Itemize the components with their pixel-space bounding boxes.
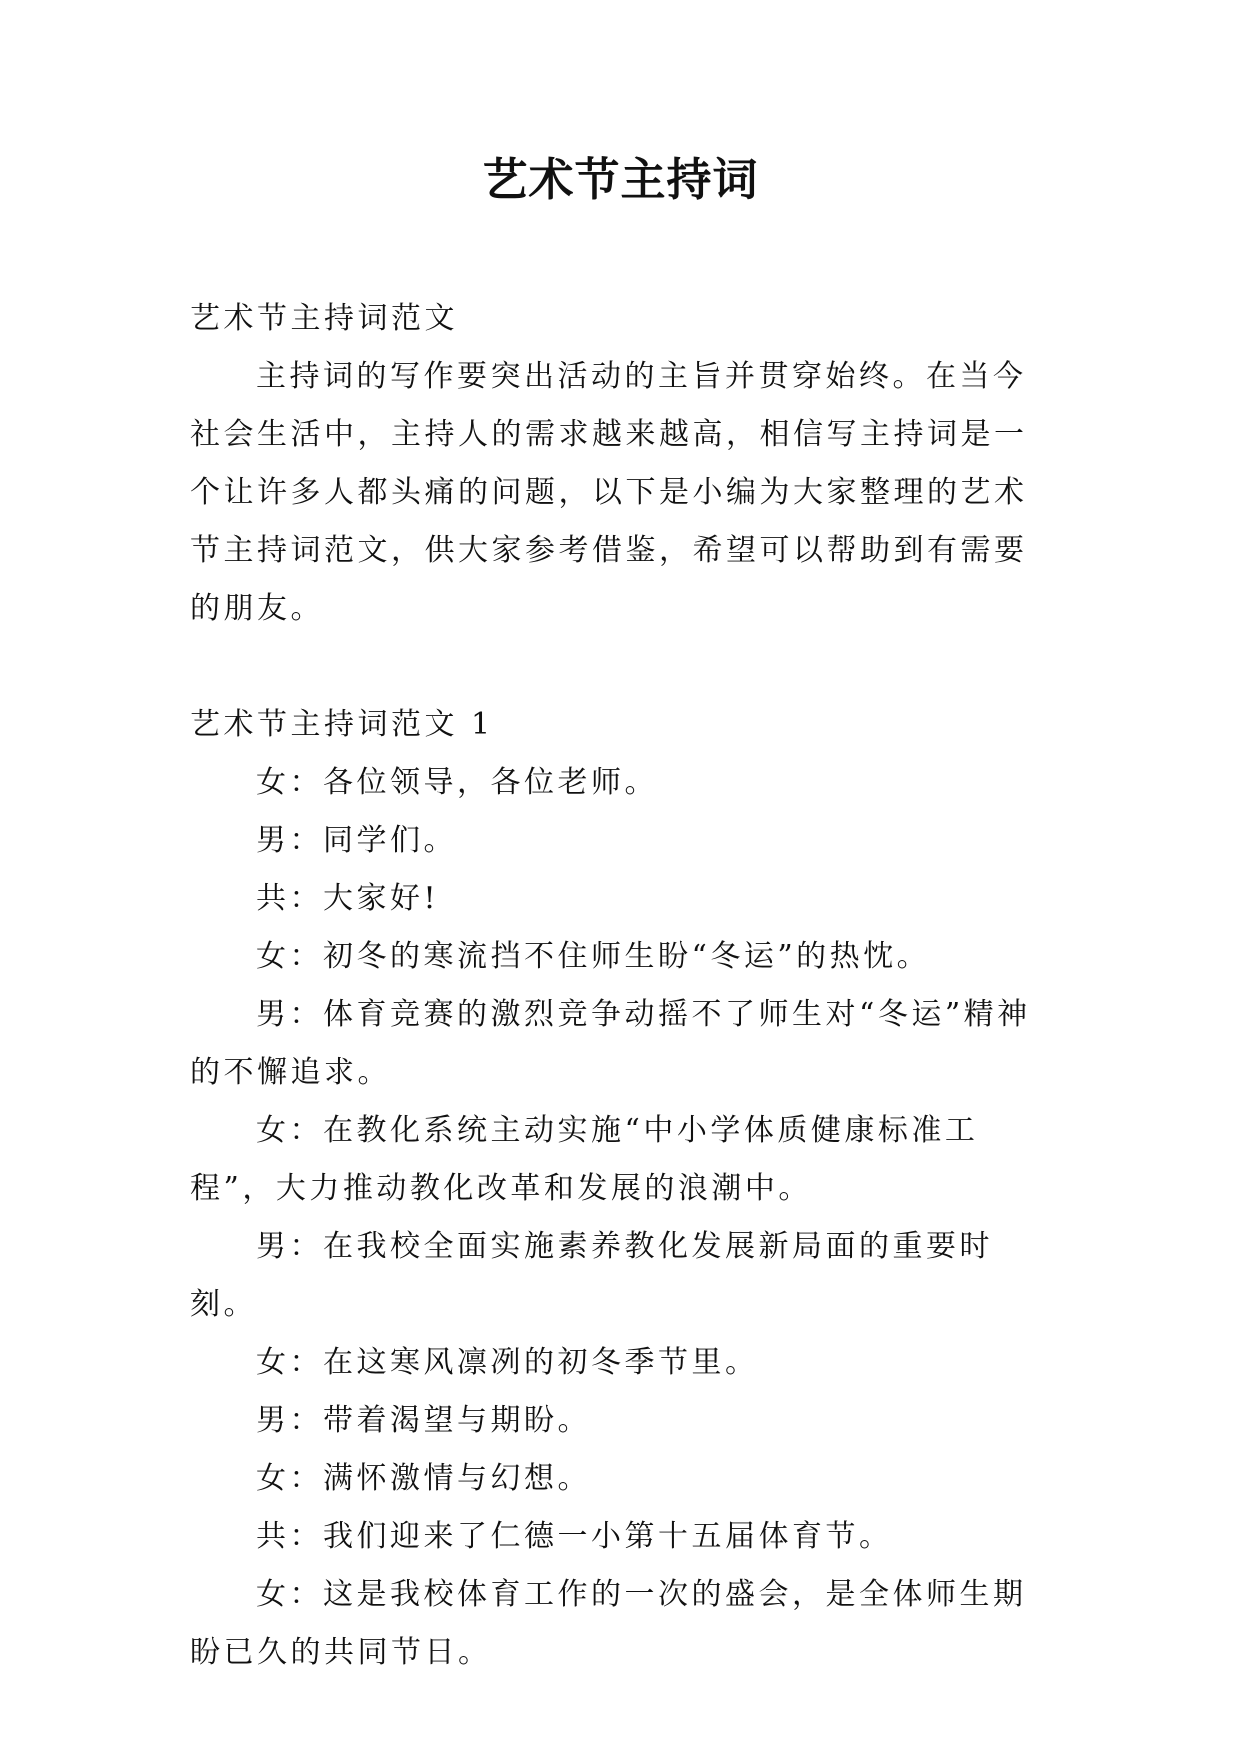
dialogue-line: 女：初冬的寒流挡不住师生盼“冬运”的热忱。 (256, 939, 931, 974)
dialogue-line: 男：体育竞赛的激烈竞争动摇不了师生对“冬运”精神的不懈追求。 (190, 997, 1031, 1090)
document-body (190, 290, 1052, 1682)
dialogue-line: 男：同学们。 (256, 823, 457, 858)
dialogue-line: 女：在这寒风凛冽的初冬季节里。 (256, 1345, 759, 1380)
intro-paragraph: 主持词的写作要突出活动的主旨并贯穿始终。在当今社会生活中，主持人的需求越来越高，相信写主持词是一个让许多人都头痛的问题，以下是小编为大家整理的艺术节主持词范文，供大家参考借鉴，希望可以帮助到有需要的朋友。 (190, 359, 1028, 626)
section-heading-intro: 艺术节主持词范文 (190, 301, 458, 336)
dialogue-line: 女：在教化系统主动实施“中小学体质健康标准工程”，大力推动教化改革和发展的浪潮中。 (190, 1113, 979, 1206)
dialogue-line: 男：在我校全面实施素养教化发展新局面的重要时刻。 (190, 1229, 993, 1322)
paragraph-gap (190, 638, 1052, 696)
dialogue-line: 共：大家好! (256, 881, 440, 916)
document-title: 艺术节主持词 (482, 153, 759, 206)
dialogue-line: 男：带着渴望与期盼。 (256, 1403, 591, 1438)
section-heading-sample-1: 艺术节主持词范文 1 (190, 707, 494, 742)
dialogue-line: 女：满怀激情与幻想。 (256, 1461, 591, 1496)
dialogue-line: 女：这是我校体育工作的一次的盛会，是全体师生期盼已久的共同节日。 (190, 1577, 1027, 1670)
dialogue-line: 共：我们迎来了仁德一小第十五届体育节。 (256, 1519, 893, 1554)
dialogue-line: 女：各位领导，各位老师。 (256, 765, 658, 800)
